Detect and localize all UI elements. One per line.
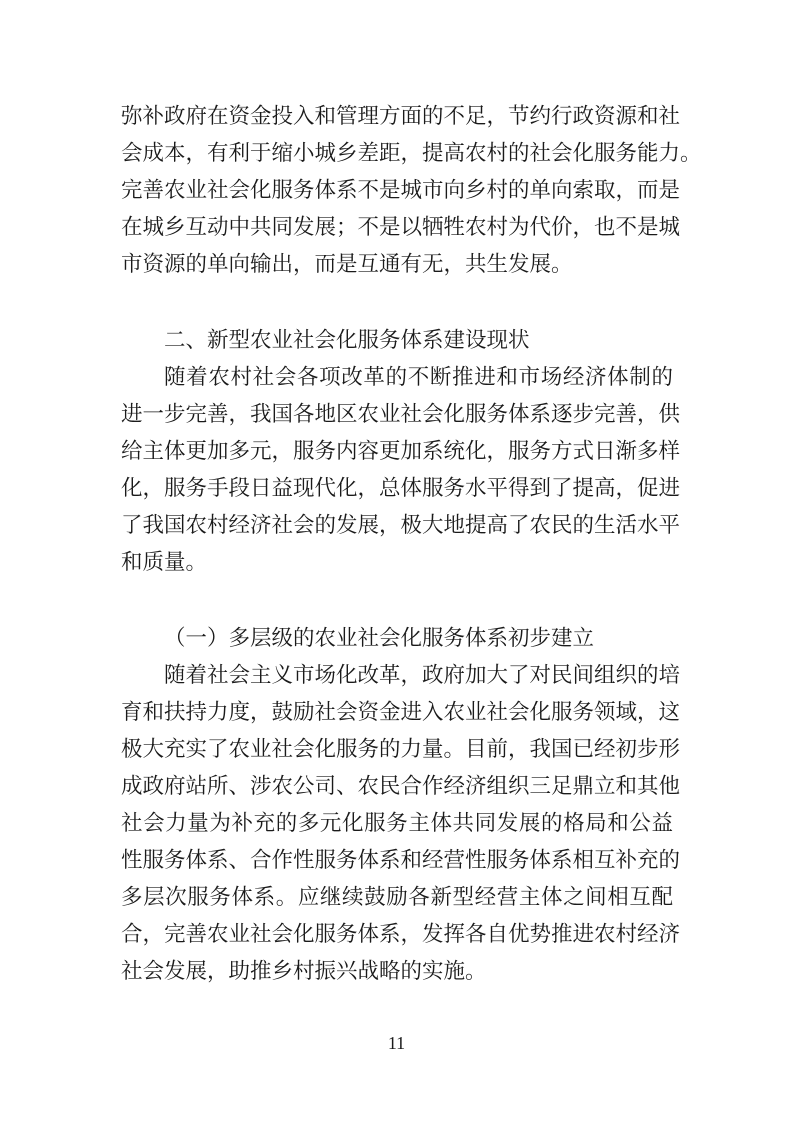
paragraph-line: 进一步完善，我国各地区农业社会化服务体系逐步完善，供 — [121, 402, 681, 427]
paragraph-line: 和质量。 — [121, 550, 208, 575]
paragraph-line: 化，服务手段日益现代化，总体服务水平得到了提高，促进 — [121, 476, 681, 501]
paragraph-line: 随着社会主义市场化改革，政府加大了对民间组织的培 — [164, 663, 681, 688]
paragraph-line: 社会力量为补充的多元化服务主体共同发展的格局和公益 — [121, 811, 673, 836]
section-heading: 二、新型农业社会化服务体系建设现状 — [164, 328, 530, 353]
paragraph-line: 性服务体系、合作性服务体系和经营性服务体系相互补充的 — [121, 848, 681, 873]
page-number: 11 — [387, 1033, 406, 1053]
paragraph-line: 给主体更加多元，服务内容更加系统化，服务方式日渐多样 — [121, 439, 681, 464]
subsection-heading: （一）多层级的农业社会化服务体系初步建立 — [164, 626, 595, 651]
paragraph-line: 极大充实了农业社会化服务的力量。目前，我国已经初步形 — [121, 737, 681, 762]
paragraph-line: 在城乡互动中共同发展；不是以牺牲农村为代价，也不是城 — [121, 215, 681, 240]
paragraph-line: 随着农村社会各项改革的不断推进和市场经济体制的 — [164, 365, 673, 390]
paragraph-line: 多层次服务体系。应继续鼓励各新型经营主体之间相互配 — [121, 885, 673, 910]
paragraph-line: 育和扶持力度，鼓励社会资金进入农业社会化服务领域，这 — [121, 700, 681, 725]
paragraph-line: 合，完善农业社会化服务体系，发挥各自优势推进农村经济 — [121, 922, 681, 947]
paragraph-line: 成政府站所、涉农公司、农民合作经济组织三足鼎立和其他 — [121, 774, 681, 799]
paragraph-line: 弥补政府在资金投入和管理方面的不足，节约行政资源和社 — [121, 104, 681, 129]
paragraph-line: 完善农业社会化服务体系不是城市向乡村的单向索取，而是 — [121, 178, 681, 203]
paragraph-line: 市资源的单向输出，而是互通有无，共生发展。 — [121, 252, 573, 277]
paragraph-line: 会成本，有利于缩小城乡差距，提高农村的社会化服务能力。 — [121, 141, 702, 166]
paragraph-line: 了我国农村经济社会的发展，极大地提高了农民的生活水平 — [121, 513, 681, 538]
paragraph-line: 社会发展，助推乡村振兴战略的实施。 — [121, 959, 487, 984]
